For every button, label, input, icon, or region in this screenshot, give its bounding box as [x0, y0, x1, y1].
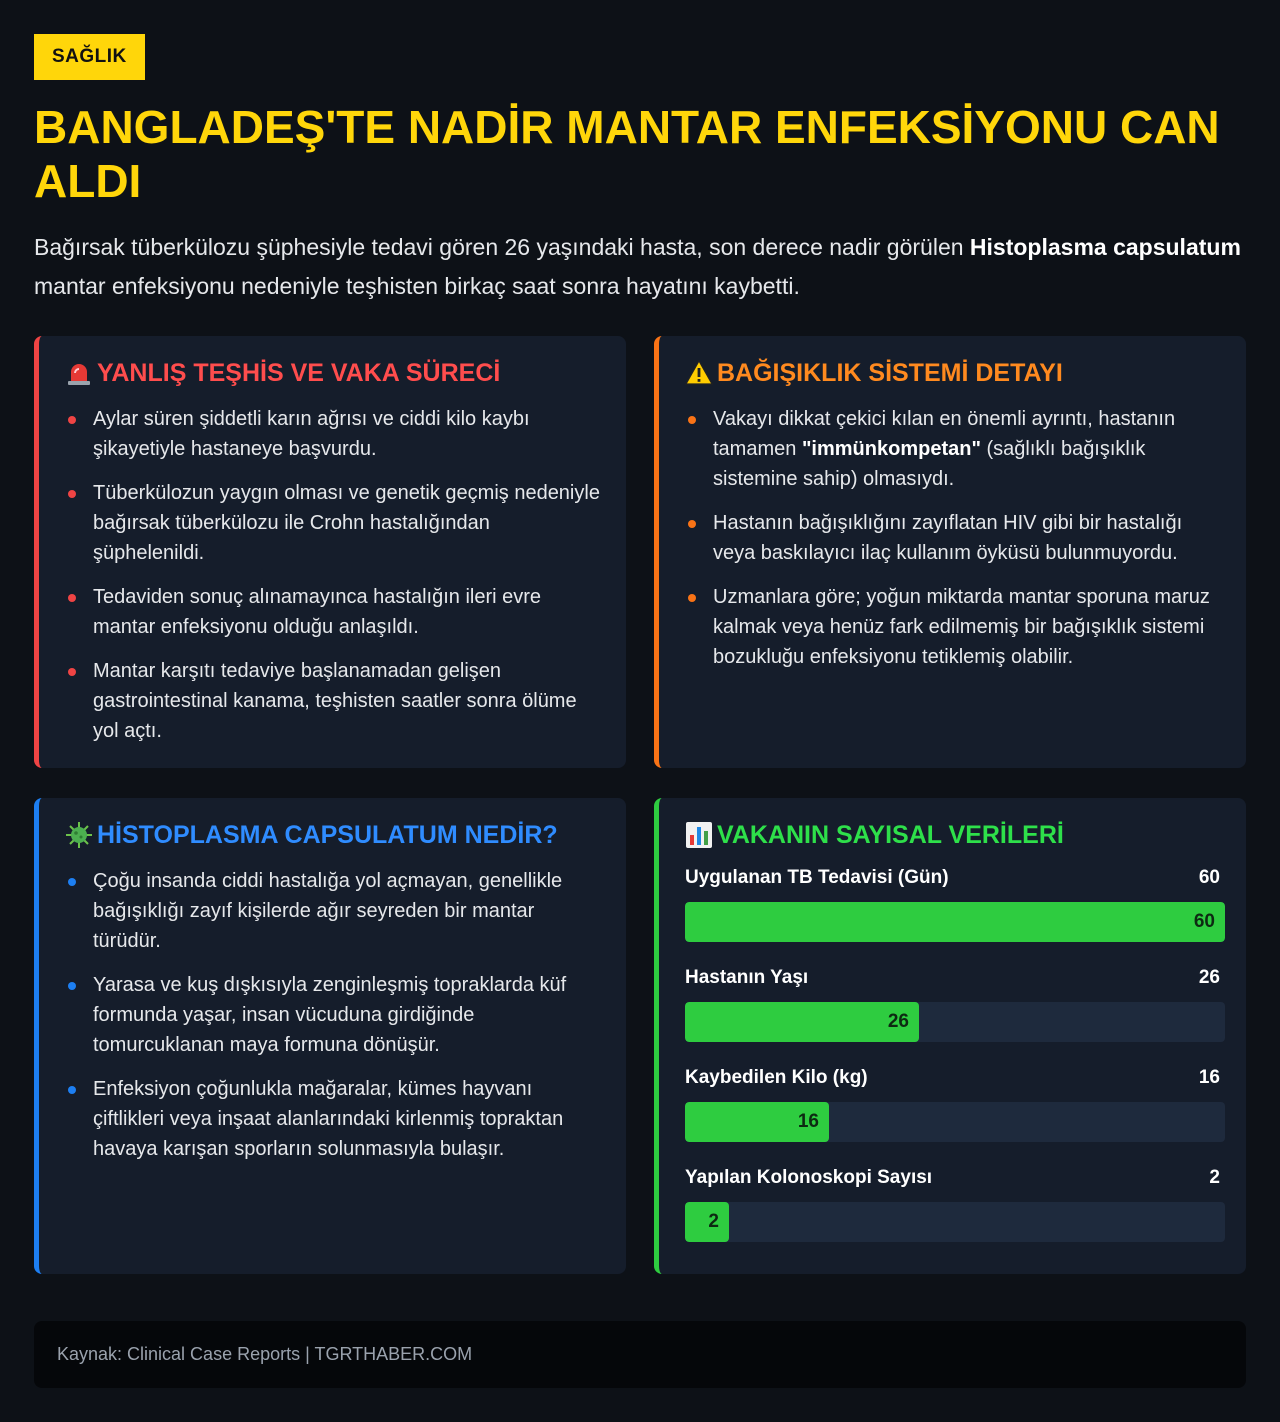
stat-header	[685, 1066, 1220, 1090]
stat-label: Kaybedilen Kilo (kg)	[685, 1067, 868, 1088]
stats-bars	[685, 866, 1220, 1242]
category-badge: SAĞLIK	[34, 34, 145, 80]
misdiagnosis-card	[34, 336, 626, 768]
warning-icon	[685, 359, 713, 387]
lead-bold: Histoplasma capsulatum	[969, 234, 1241, 260]
stat-header	[685, 1166, 1220, 1190]
bar-fill: 16	[685, 1102, 829, 1142]
card-title	[65, 358, 600, 388]
list-item: Tedaviden sonuç alınamayınca hastalığın ileri evre mantar enfeksiyonu olduğu anlaşıldı.	[65, 582, 600, 642]
card-title-text: YANLIŞ TEŞHİS VE VAKA SÜRECİ	[97, 359, 501, 387]
stat-row	[685, 1066, 1220, 1142]
stat-row	[685, 966, 1220, 1042]
stat-row	[685, 866, 1220, 942]
bar-track	[685, 1102, 1225, 1142]
misdiagnosis-list	[65, 404, 600, 746]
histoplasma-list	[65, 866, 600, 1164]
stat-value: 2	[1209, 1167, 1220, 1188]
stats-card	[654, 798, 1246, 1274]
bar-fill: 26	[685, 1002, 919, 1042]
card-title	[685, 358, 1220, 388]
card-title	[65, 820, 600, 850]
siren-icon	[65, 359, 93, 387]
list-item: Vakayı dikkat çekici kılan en önemli ayrıntı, hastanın tamamen "immünkompetan" (sağlıklı bağışıklık sistemine sahip) olmasıydı.	[685, 404, 1220, 494]
stat-label: Yapılan Kolonoskopi Sayısı	[685, 1167, 933, 1188]
stat-row	[685, 1166, 1220, 1242]
list-item: Mantar karşıtı tedaviye başlanamadan gelişen gastrointestinal kanama, teşhisten saatler sonra ölüme yol açtı.	[65, 656, 600, 746]
card-title	[685, 820, 1220, 850]
immune-list	[685, 404, 1220, 672]
stat-label: Uygulanan TB Tedavisi (Gün)	[685, 867, 949, 888]
list-item: Yarasa ve kuş dışkısıyla zenginleşmiş topraklarda küf formunda yaşar, insan vücuduna girdiğinde tomurcuklanan maya formuna dönüşür.	[65, 970, 600, 1060]
histoplasma-card	[34, 798, 626, 1274]
microbe-icon	[65, 821, 93, 849]
list-item: Hastanın bağışıklığını zayıflatan HIV gibi bir hastalığı veya baskılayıcı ilaç kullanım öyküsü bulunmuyordu.	[685, 508, 1220, 568]
stat-value: 26	[1198, 967, 1220, 988]
bar-track	[685, 1002, 1225, 1042]
lead-paragraph	[34, 228, 1249, 306]
lead-text-1: Bağırsak tüberkülozu şüphesiyle tedavi gören 26 yaşındaki hasta, son derece nadir görülen	[34, 234, 970, 260]
list-item: Tüberkülozun yaygın olması ve genetik geçmiş nedeniyle bağırsak tüberkülozu ile Crohn hastalığından şüphelenildi.	[65, 478, 600, 568]
bar-fill: 60	[685, 902, 1225, 942]
bar-track	[685, 902, 1225, 942]
list-item: Aylar süren şiddetli karın ağrısı ve ciddi kilo kaybı şikayetiyle hastaneye başvurdu.	[65, 404, 600, 464]
stat-header	[685, 866, 1220, 890]
bar-chart-icon	[685, 821, 713, 849]
immune-system-card	[654, 336, 1246, 768]
list-item: Çoğu insanda ciddi hastalığa yol açmayan, genellikle bağışıklığı zayıf kişilerde ağır seyreden bir mantar türüdür.	[65, 866, 600, 956]
card-title-text: HİSTOPLASMA CAPSULATUM NEDİR?	[97, 821, 558, 849]
stat-value: 60	[1198, 867, 1220, 888]
stat-value: 16	[1198, 1067, 1220, 1088]
page-title: BANGLADEŞ'TE NADİR MANTAR ENFEKSİYONU CAN ALDI	[34, 101, 1220, 207]
card-title-text: BAĞIŞIKLIK SİSTEMİ DETAYI	[717, 359, 1063, 387]
bar-track	[685, 1202, 1225, 1242]
card-title-text: VAKANIN SAYISAL VERİLERİ	[717, 821, 1064, 849]
stat-header	[685, 966, 1220, 990]
bar-fill: 2	[685, 1202, 729, 1242]
list-item: Uzmanlara göre; yoğun miktarda mantar sporuna maruz kalmak veya henüz fark edilmemiş bir bağışıklık sistemi bozukluğu enfeksiyonu tetiklemiş olabilir.	[685, 582, 1220, 672]
stat-label: Hastanın Yaşı	[685, 967, 809, 988]
list-item: Enfeksiyon çoğunlukla mağaralar, kümes hayvanı çiftlikleri veya inşaat alanlarındaki kirlenmiş topraktan havaya karışan sporların solunmasıyla bulaşır.	[65, 1074, 600, 1164]
source-footer: Kaynak: Clinical Case Reports | TGRTHABER.COM	[34, 1321, 1246, 1388]
lead-text-2: mantar enfeksiyonu nedeniyle teşhisten birkaç saat sonra hayatını kaybetti.	[34, 273, 800, 299]
